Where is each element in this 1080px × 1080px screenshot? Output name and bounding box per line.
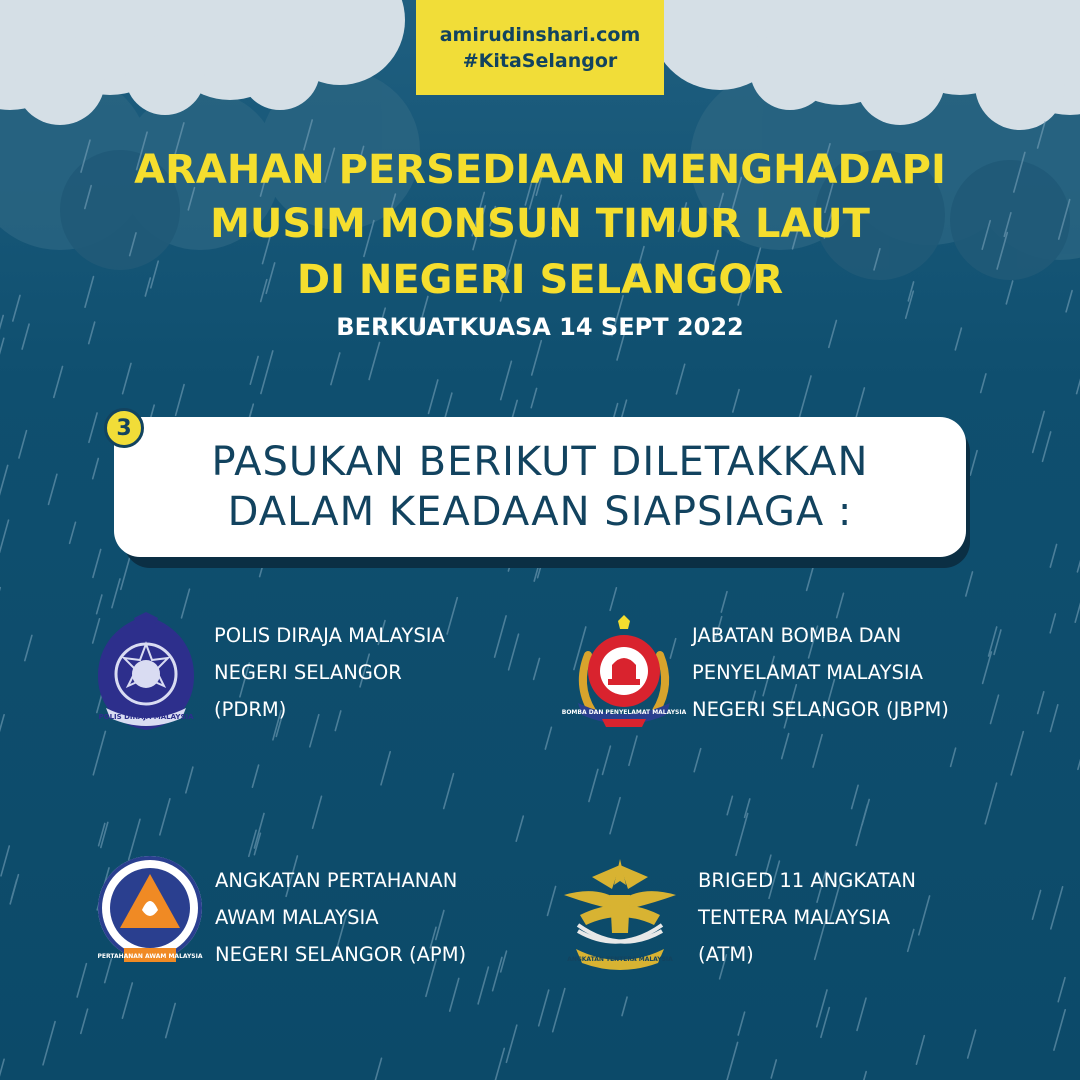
agency-jbpm-line-3: NEGERI SELANGOR (JBPM) xyxy=(692,698,949,721)
agency-pdrm-line-2: NEGERI SELANGOR xyxy=(214,661,402,684)
agency-apm-line-2: AWAM MALAYSIA xyxy=(215,906,379,929)
atm-crest-icon xyxy=(558,855,682,977)
agency-jbpm-line-1: JABATAN BOMBA DAN xyxy=(692,624,902,647)
section-number-badge: 3 xyxy=(104,408,144,448)
section-heading-card xyxy=(114,417,966,557)
title-line-3: DI NEGERI SELANGOR xyxy=(296,257,784,303)
section-heading-line-1: PASUKAN BERIKUT DILETAKKAN xyxy=(211,439,869,485)
pdrm-logo-text: POLIS DIRAJA MALAYSIA xyxy=(98,713,194,721)
apm-crest-icon xyxy=(92,852,208,976)
title-line-1: ARAHAN PERSEDIAAN MENGHADAPI xyxy=(134,147,946,193)
agency-apm-line-1: ANGKATAN PERTAHANAN xyxy=(215,869,458,892)
agency-jbpm xyxy=(692,617,949,728)
section-heading-line-2: DALAM KEADAAN SIAPSIAGA : xyxy=(227,489,853,535)
website-tag-box xyxy=(416,0,664,95)
agency-apm xyxy=(215,862,466,973)
agency-atm-line-3: (ATM) xyxy=(698,943,754,966)
agency-apm-line-3: NEGERI SELANGOR (APM) xyxy=(215,943,467,966)
agency-atm-line-2: TENTERA MALAYSIA xyxy=(698,906,891,929)
website-label: amirudinshari.com xyxy=(439,23,641,46)
agency-atm xyxy=(698,862,916,973)
hashtag-label: #KitaSelangor xyxy=(462,49,618,72)
agency-jbpm-line-2: PENYELAMAT MALAYSIA xyxy=(692,661,923,684)
agency-pdrm xyxy=(214,617,445,728)
effective-date-subtitle: BERKUATKUASA 14 SEPT 2022 xyxy=(336,313,744,341)
pdrm-crest-icon xyxy=(90,612,202,734)
agency-pdrm-line-1: POLIS DIRAJA MALAYSIA xyxy=(214,624,445,647)
apm-logo-text: PERTAHANAN AWAM MALAYSIA xyxy=(97,953,203,960)
bomba-crest-icon xyxy=(561,615,687,730)
title-line-2: MUSIM MONSUN TIMUR LAUT xyxy=(210,201,870,247)
bomba-logo-text: BOMBA DAN PENYELAMAT MALAYSIA xyxy=(561,709,687,716)
agency-pdrm-line-3: (PDRM) xyxy=(214,698,287,721)
atm-logo-text: ANGKATAN TENTERA MALAYSIA xyxy=(567,956,673,963)
agency-atm-line-1: BRIGED 11 ANGKATAN xyxy=(698,869,916,892)
